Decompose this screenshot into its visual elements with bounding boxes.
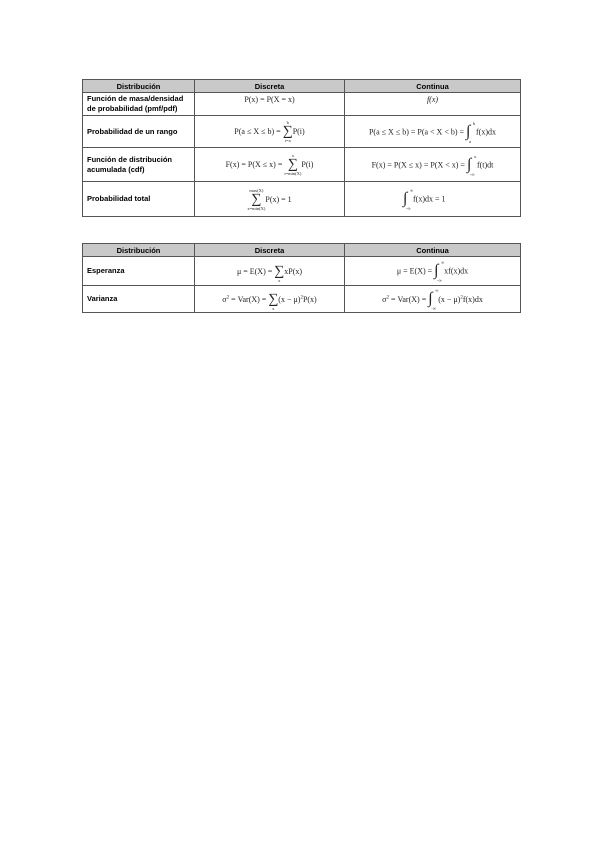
formula-lhs: F(x) = P(X ≤ x) = P(X < x) = — [371, 160, 467, 169]
probability-definitions-table — [82, 79, 521, 217]
integral-symbol: ∫ — [403, 190, 408, 207]
row-label: Esperanza — [83, 257, 195, 286]
sum-lower: x — [272, 305, 275, 311]
table-row — [83, 116, 521, 148]
formula-discrete: P(x) = P(X = x) — [195, 93, 345, 116]
formula-lhs: P(a ≤ X ≤ b) = — [234, 127, 283, 136]
integral — [434, 261, 444, 281]
formula-lhs: $\sigma^2 = Var(X)$ = — [222, 294, 269, 304]
int-lower: -∞ — [406, 206, 411, 211]
formula-body: P(x) = 1 — [265, 194, 292, 204]
header-discrete: Discreta — [195, 80, 345, 93]
sigma-symbol: ∑ — [251, 191, 262, 207]
sum-upper: b — [286, 120, 289, 125]
sigma-symbol: ∑ — [287, 157, 298, 172]
table-row — [83, 257, 521, 286]
int-upper: ∞ — [441, 260, 445, 265]
header-continuous: Continua — [345, 244, 521, 257]
sum-lower: x — [278, 277, 281, 283]
header-distribution: Distribución — [83, 80, 195, 93]
formula-lhs: $\sigma^2 = Var(X)$ = — [382, 294, 429, 304]
formula-lhs: μ = E(X) = — [396, 266, 435, 276]
sigma-symbol: ∑ — [274, 263, 285, 279]
summation — [274, 260, 284, 283]
sum-lower: x=min(X) — [247, 205, 266, 211]
sum-lower: i=a — [284, 138, 291, 143]
moments-table — [82, 243, 521, 313]
formula-continuous — [345, 148, 521, 182]
formula-body: P(i) — [292, 127, 305, 136]
row-label: Varianza — [83, 286, 195, 313]
row-label: Probabilidad de un rango — [83, 116, 195, 148]
row-label: Probabilidad total — [83, 182, 195, 217]
sum-upper: max(X) — [249, 187, 264, 193]
formula-lhs: P(a ≤ X ≤ b) = P(a < X < b) = — [368, 127, 467, 136]
int-lower: -∞ — [437, 278, 442, 283]
formula-body: P(i) — [301, 160, 314, 169]
header-continuous: Continua — [345, 80, 521, 93]
header-discrete: Discreta — [195, 244, 345, 257]
table-header-row — [83, 244, 521, 257]
row-label: Función de distribución acumulada (cdf) — [83, 148, 195, 182]
formula-body: xP(x) — [284, 266, 303, 276]
formula-continuous — [345, 116, 521, 148]
formula-body: $(x - \mu)^2P(x)$ — [278, 294, 317, 304]
integral — [428, 289, 438, 309]
integral — [466, 122, 476, 142]
formula-body: f(x)dx — [476, 127, 497, 136]
row-label: Función de masa/densidad de probabilidad (pmf/pdf) — [83, 93, 195, 116]
sigma-symbol: ∑ — [282, 124, 293, 139]
formula-continuous — [345, 286, 521, 313]
int-lower: -∞ — [469, 171, 475, 177]
summation — [268, 288, 278, 311]
integral-symbol: ∫ — [466, 122, 471, 140]
integral — [403, 189, 413, 209]
sum-upper: x — [291, 153, 294, 158]
formula-discrete — [195, 286, 345, 313]
int-lower: a — [469, 138, 472, 144]
formula-body: $(x - \mu)^2f(x)dx$ — [438, 294, 483, 304]
formula-body: f(t)dt — [476, 160, 494, 169]
int-lower: -∞ — [431, 306, 436, 311]
table-row — [83, 148, 521, 182]
summation — [283, 120, 293, 143]
formula-continuous — [345, 257, 521, 286]
int-upper: ∞ — [410, 188, 414, 193]
integral — [467, 155, 477, 175]
formula-discrete — [195, 257, 345, 286]
formula-continuous — [345, 182, 521, 217]
summation — [284, 153, 301, 176]
integral-symbol: ∫ — [428, 290, 433, 307]
formula-lhs: μ = E(X) = — [236, 266, 275, 276]
table-header-row — [83, 80, 521, 93]
sigma-symbol: ∑ — [268, 291, 279, 307]
int-upper: b — [473, 120, 476, 126]
integral-symbol: ∫ — [434, 262, 439, 279]
table-row — [83, 182, 521, 217]
formula-body: xf(x)dx — [444, 266, 469, 276]
int-upper: x — [473, 153, 477, 159]
table-row — [83, 93, 521, 116]
formula-discrete — [195, 182, 345, 217]
formula-body: f(x)dx = 1 — [413, 194, 446, 204]
integral-symbol: ∫ — [466, 155, 472, 173]
summation — [247, 188, 265, 211]
formula-continuous: f(x) — [345, 93, 521, 116]
int-upper: ∞ — [435, 288, 439, 293]
formula-discrete — [195, 116, 345, 148]
header-distribution: Distribución — [83, 244, 195, 257]
formula-lhs: F(x) = P(X ≤ x) = — [225, 160, 285, 169]
sum-lower: i=min(X) — [284, 171, 302, 176]
table-row — [83, 286, 521, 313]
formula-discrete — [195, 148, 345, 182]
